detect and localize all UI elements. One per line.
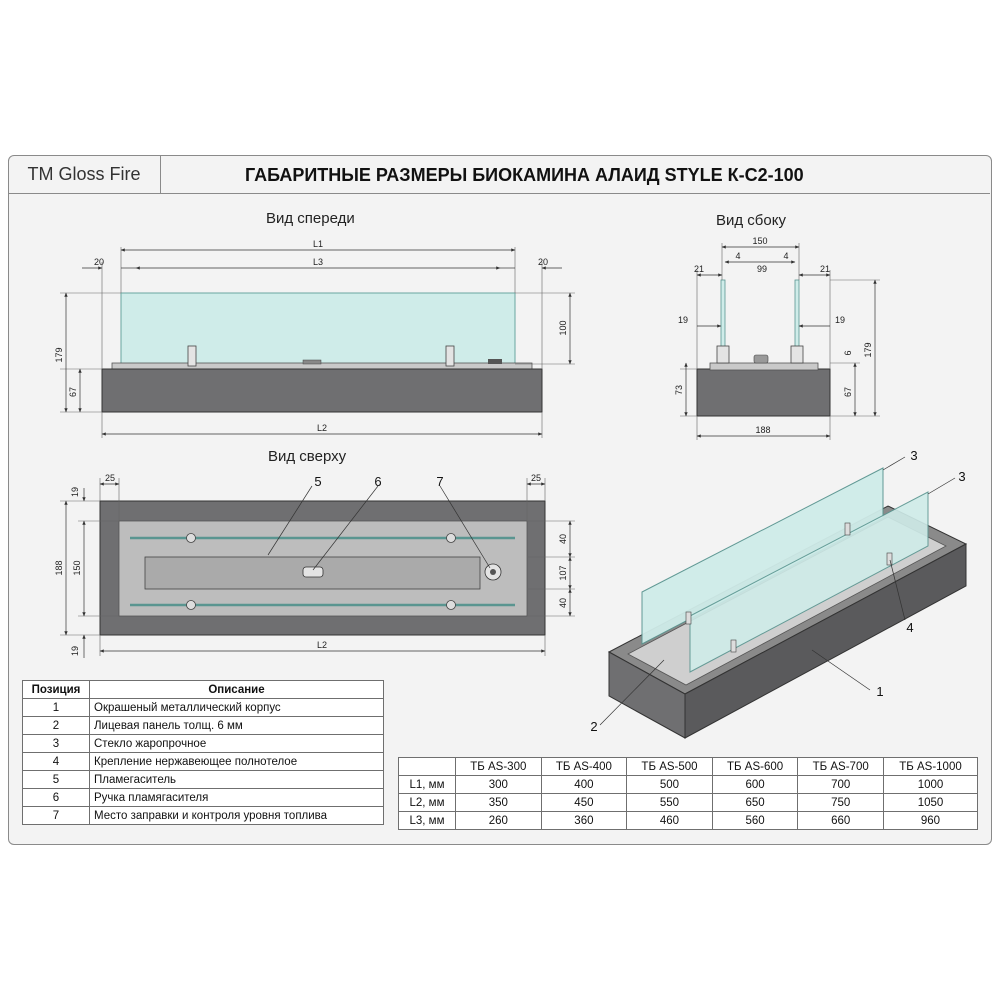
part-position: 2 bbox=[23, 717, 90, 735]
part-position: 1 bbox=[23, 699, 90, 717]
callout-6: 6 bbox=[374, 474, 382, 489]
top-clip bbox=[187, 534, 196, 543]
parts-table bbox=[22, 680, 384, 825]
side-dim-6: 6 bbox=[843, 350, 853, 356]
part-description: Пламегаситель bbox=[90, 771, 384, 789]
top-view bbox=[54, 473, 575, 658]
part-position: 3 bbox=[23, 735, 90, 753]
dims-cell: 560 bbox=[712, 812, 798, 830]
table-row bbox=[399, 794, 978, 812]
callout-1: 1 bbox=[876, 684, 884, 699]
front-dim-left20: 20 bbox=[93, 257, 105, 267]
front-view bbox=[54, 239, 575, 438]
table-row bbox=[23, 735, 384, 753]
top-clip bbox=[447, 534, 456, 543]
dims-header-model: ТБ AS-700 bbox=[798, 758, 884, 776]
dims-cell: 700 bbox=[798, 776, 884, 794]
parts-header-position: Позиция bbox=[23, 681, 90, 699]
side-dim-21-left: 21 bbox=[693, 264, 705, 274]
front-glass bbox=[121, 293, 515, 364]
front-clip-left bbox=[188, 346, 196, 366]
parts-header-row bbox=[23, 681, 384, 699]
side-dim-4b: 4 bbox=[783, 251, 789, 261]
dims-cell: 1050 bbox=[883, 794, 977, 812]
front-dim-l1: L1 bbox=[312, 239, 324, 249]
dims-cell: 500 bbox=[627, 776, 713, 794]
part-description: Стекло жаропрочное bbox=[90, 735, 384, 753]
table-row bbox=[399, 776, 978, 794]
side-clip-left bbox=[717, 346, 729, 363]
part-description: Место заправки и контроля уровня топлива bbox=[90, 807, 384, 825]
front-handle bbox=[303, 360, 321, 364]
table-row bbox=[23, 807, 384, 825]
side-tray bbox=[710, 363, 818, 370]
table-row bbox=[23, 699, 384, 717]
side-dim-99: 99 bbox=[756, 264, 768, 274]
front-dim-l3: L3 bbox=[312, 257, 324, 267]
front-tray bbox=[112, 363, 532, 369]
top-dim-40-upper: 40 bbox=[558, 533, 568, 545]
dims-cell: 350 bbox=[456, 794, 542, 812]
table-row bbox=[23, 771, 384, 789]
dims-header-row bbox=[399, 758, 978, 776]
side-clip-right bbox=[791, 346, 803, 363]
part-position: 4 bbox=[23, 753, 90, 771]
dims-cell: 600 bbox=[712, 776, 798, 794]
table-row bbox=[399, 812, 978, 830]
dims-header-model: ТБ AS-500 bbox=[627, 758, 713, 776]
dims-cell: 360 bbox=[541, 812, 627, 830]
part-description: Ручка пламягасителя bbox=[90, 789, 384, 807]
top-clip bbox=[447, 601, 456, 610]
side-dim-19-left: 19 bbox=[677, 315, 689, 325]
dims-header-model: ТБ AS-600 bbox=[712, 758, 798, 776]
top-dim-19-top: 19 bbox=[70, 486, 80, 498]
dims-header-blank bbox=[399, 758, 456, 776]
callout-7: 7 bbox=[436, 474, 444, 489]
side-view bbox=[674, 236, 880, 440]
front-cap bbox=[488, 359, 502, 364]
iso-clip bbox=[731, 640, 736, 652]
dims-cell: 750 bbox=[798, 794, 884, 812]
front-dim-100: 100 bbox=[558, 320, 568, 336]
dims-header-model: ТБ AS-400 bbox=[541, 758, 627, 776]
table-row bbox=[23, 717, 384, 735]
dims-cell: 300 bbox=[456, 776, 542, 794]
isometric-view bbox=[590, 448, 966, 738]
dimensions-table bbox=[398, 757, 978, 830]
side-dim-4a: 4 bbox=[735, 251, 741, 261]
dims-cell: 960 bbox=[883, 812, 977, 830]
top-damper-handle bbox=[303, 567, 323, 577]
front-clip-right bbox=[446, 346, 454, 366]
callout-3-front: 3 bbox=[958, 469, 966, 484]
top-dim-19-bottom: 19 bbox=[70, 645, 80, 657]
top-dim-188: 188 bbox=[54, 560, 64, 576]
dims-cell: 460 bbox=[627, 812, 713, 830]
side-dim-67: 67 bbox=[843, 386, 853, 398]
side-dim-150: 150 bbox=[752, 236, 768, 246]
side-view-title: Вид сбоку bbox=[716, 212, 786, 229]
parts-header-description: Описание bbox=[90, 681, 384, 699]
dims-cell: 660 bbox=[798, 812, 884, 830]
side-handle bbox=[754, 355, 768, 363]
dims-cell: 1000 bbox=[883, 776, 977, 794]
side-dim-19-right: 19 bbox=[834, 315, 846, 325]
part-description: Лицевая панель толщ. 6 мм bbox=[90, 717, 384, 735]
front-view-title: Вид спереди bbox=[266, 210, 355, 227]
dims-row-label: L3, мм bbox=[399, 812, 456, 830]
callout-5: 5 bbox=[314, 474, 322, 489]
front-dim-l2: L2 bbox=[316, 423, 328, 433]
dims-row-label: L1, мм bbox=[399, 776, 456, 794]
brand-label: TM Gloss Fire bbox=[8, 155, 161, 194]
table-row bbox=[23, 789, 384, 807]
front-dim-179: 179 bbox=[54, 347, 64, 363]
iso-clip bbox=[845, 523, 850, 535]
page-title: ГАБАРИТНЫЕ РАЗМЕРЫ БИОКАМИНА АЛАИД STYLE К-С2-100 bbox=[245, 165, 804, 185]
dims-row-label: L2, мм bbox=[399, 794, 456, 812]
dims-cell: 400 bbox=[541, 776, 627, 794]
dims-cell: 550 bbox=[627, 794, 713, 812]
top-dim-107: 107 bbox=[558, 565, 568, 581]
top-dim-25-right: 25 bbox=[530, 473, 542, 483]
callout-2: 2 bbox=[590, 719, 598, 734]
top-clip bbox=[187, 601, 196, 610]
part-description: Окрашеный металлический корпус bbox=[90, 699, 384, 717]
dims-header-model: ТБ AS-300 bbox=[456, 758, 542, 776]
front-body bbox=[102, 369, 542, 412]
iso-clip bbox=[887, 553, 892, 565]
top-dim-25-left: 25 bbox=[104, 473, 116, 483]
part-description: Крепление нержавеющее полнотелое bbox=[90, 753, 384, 771]
part-position: 7 bbox=[23, 807, 90, 825]
part-position: 5 bbox=[23, 771, 90, 789]
callout-4: 4 bbox=[906, 620, 914, 635]
dims-cell: 650 bbox=[712, 794, 798, 812]
side-dim-73: 73 bbox=[674, 384, 684, 396]
dims-cell: 450 bbox=[541, 794, 627, 812]
front-dim-right20: 20 bbox=[537, 257, 549, 267]
iso-clip bbox=[686, 612, 691, 624]
front-dim-67: 67 bbox=[68, 386, 78, 398]
dims-cell: 260 bbox=[456, 812, 542, 830]
side-dim-21-right: 21 bbox=[819, 264, 831, 274]
side-dim-188: 188 bbox=[755, 425, 771, 435]
callout-3-back: 3 bbox=[910, 448, 918, 463]
dims-header-model: ТБ AS-1000 bbox=[883, 758, 977, 776]
side-dim-179: 179 bbox=[863, 342, 873, 358]
table-row bbox=[23, 753, 384, 771]
side-body bbox=[697, 369, 830, 416]
top-view-title: Вид сверху bbox=[268, 448, 347, 465]
top-dim-l2: L2 bbox=[316, 640, 328, 650]
top-dim-40-lower: 40 bbox=[558, 597, 568, 609]
top-dim-150: 150 bbox=[72, 560, 82, 576]
part-position: 6 bbox=[23, 789, 90, 807]
